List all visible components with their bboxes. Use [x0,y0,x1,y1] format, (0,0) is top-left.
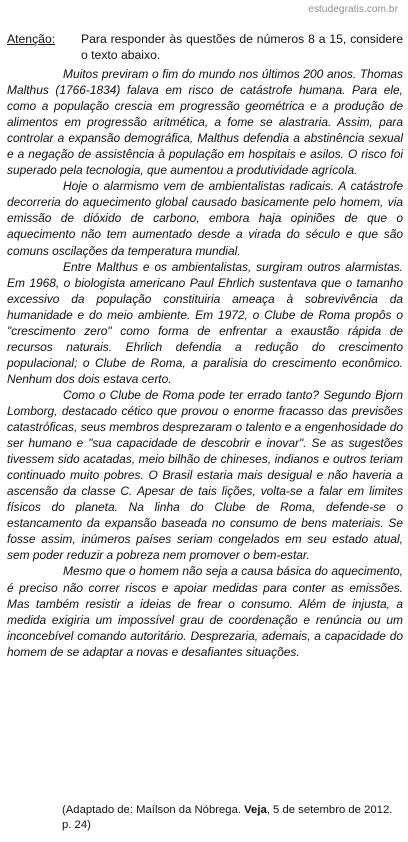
article-text [7,66,403,660]
source-magazine: Veja [244,804,267,816]
attention-text: Para responder às questões de números 8 a 15, considere o texto abaixo. [81,32,403,62]
paragraph-2: Hoje o alarmismo vem de ambientalistas radicais. A catástrofe decorreria do aquecimento global causado basicamente pelo homem, via emissão de dióxido de carbono, embora haja opiniões de que o aquecimento não tem aumentado desde a virada do século e que são comuns oscilações da temperatura mundial. [7,179,403,258]
paragraph-1: Muitos previram o fim do mundo nos últimos 200 anos. Thomas Malthus (1766-1834) falava em risco de catástrofe humana. Para ele, como a população crescia em progressão geométrica e a produção de alimentos em progressão aritmética, a fome se alastraria. Assim, para controlar a expansão demográfica, Malthus defendia a abstinência sexual e a negação de assistência à população em hospitais e asilos. O risco foi superado pela tecnologia, que aumentou a produtividade agrícola. [7,67,403,178]
paragraph-4: Como o Clube de Roma pode ter errado tanto? Segundo Bjorn Lomborg, destacado cético que provou o enorme fracasso das previsões catastróficas, seus membros desprezaram o talento e a engenhosidade do ser humano e "sua capacidade de descobrir e inovar". Se as sugestões tivessem sido acatadas, meio bilhão de chineses, indianos e outros teriam continuado muito pobres. O Brasil estaria mais desigual e não haveria a ascensão da classe C. Apesar de tais lições, volta-se a falar em limites físicos do planeta. Na linha do Clube de Roma, defende-se o estancamento da expansão baseada no consumo de bens materiais. Se fosse assim, inúmeros países seriam congelados em seu estado atual, sem poder reduzir a pobreza nem promover o bem-estar. [7,387,403,563]
source-citation [62,803,402,833]
attention-label: Atenção: [7,32,56,46]
paragraph-5: Mesmo que o homem não seja a causa básica do aquecimento, é preciso não correr riscos e apoiar medidas para conter as emissões. Mas também resistir a ideias de frear o consumo. Além de injusta, a medida exigiria um impossível grau de coordenação e renúncia ou um inconcebível comando autoritário. Desprezaria, ademais, a capacidade do homem de se adaptar a novas e desafiantes situações. [7,564,403,659]
paragraph-3: Entre Malthus e os ambientalistas, surgiram outros alarmistas. Em 1968, o biologista americano Paul Ehrlich sustentava que o tamanho excessivo da população constituiria ameaça à sobrevivência da humanidade e do meio ambiente. Em 1972, o Clube de Roma propôs o "crescimento zero" como forma de enfrentar a exaustão rápida de recursos naturais. Ehrlich defendia a redução do crescimento populacional; o Clube de Roma, a paralisia do crescimento econômico. Nenhum dos dois estava certo. [7,259,403,386]
site-watermark: estudegratis.com.br [308,4,398,15]
source-prefix: (Adaptado de: Maílson da Nóbrega. [62,804,241,816]
source-suffix: , 5 de setembro de 2012. p. 24) [62,804,393,831]
